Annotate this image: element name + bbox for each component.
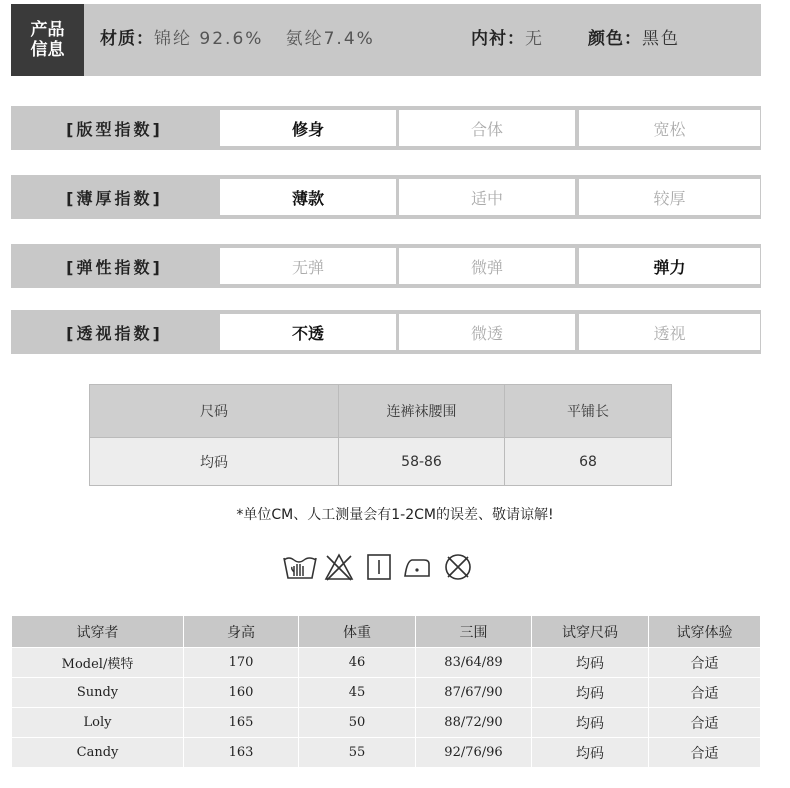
fitting-table — [11, 615, 761, 768]
color-value: 黑色 — [642, 29, 680, 49]
weight-cell: 45 — [299, 678, 416, 708]
elasticity-index-label: [弹性指数] — [66, 257, 163, 277]
measurements-cell: 87/67/90 — [416, 678, 532, 708]
material-label: 材质： — [100, 29, 154, 49]
fitting-header-height: 身高 — [184, 616, 299, 648]
size-cell: 均码 — [532, 708, 649, 738]
experience-cell: 合适 — [649, 738, 761, 768]
no-bleach-icon — [324, 552, 354, 582]
material-value: 锦纶 92.6% 氨纶7.4% — [154, 29, 375, 49]
line-dry-icon — [366, 552, 392, 582]
table-row — [12, 708, 761, 738]
experience-cell: 合适 — [649, 678, 761, 708]
transparency-index-option: 微透 — [399, 314, 575, 350]
thickness-index-label: [薄厚指数] — [66, 188, 163, 208]
fitting-header-experience: 试穿体验 — [649, 616, 761, 648]
table-row — [12, 648, 761, 678]
elasticity-index-option: 微弹 — [399, 248, 575, 284]
size-cell-size: 均码 — [90, 437, 339, 485]
size-header-length: 平铺长 — [505, 385, 671, 437]
tester-cell: Sundy — [12, 678, 184, 708]
transparency-index-option: 透视 — [579, 314, 760, 350]
height-cell: 163 — [184, 738, 299, 768]
transparency-index-label: [透视指数] — [66, 323, 163, 343]
measurement-note: *单位CM、人工测量会有1-2CM的误差、敬请谅解! — [236, 507, 554, 523]
size-cell: 均码 — [532, 738, 649, 768]
hand-wash-icon — [282, 552, 318, 582]
fit-index-option: 合体 — [399, 110, 575, 146]
product-info-badge — [11, 4, 84, 76]
low-iron-icon — [402, 552, 432, 582]
lining-label: 内衬： — [471, 29, 525, 49]
size-cell-length: 68 — [505, 437, 671, 485]
fitting-header-tester: 试穿者 — [12, 616, 184, 648]
fit-index-label: [版型指数] — [66, 119, 163, 139]
thickness-index-option: 薄款 — [220, 179, 396, 215]
tester-cell: Model/模特 — [12, 648, 184, 678]
size-cell: 均码 — [532, 678, 649, 708]
fitting-header-size: 试穿尺码 — [532, 616, 649, 648]
elasticity-index-option: 无弹 — [220, 248, 396, 284]
measurements-cell: 88/72/90 — [416, 708, 532, 738]
size-header-waist: 连裤袜腰围 — [339, 385, 505, 437]
color-label: 颜色： — [588, 29, 642, 49]
fitting-body — [12, 648, 761, 768]
size-table — [89, 384, 672, 486]
product-info-badge-text: 产品信息 — [30, 20, 65, 60]
measurements-cell: 92/76/96 — [416, 738, 532, 768]
experience-cell: 合适 — [649, 708, 761, 738]
lining-info — [471, 28, 544, 50]
table-row — [12, 678, 761, 708]
table-row — [12, 738, 761, 768]
fit-index-option: 宽松 — [579, 110, 760, 146]
lining-value: 无 — [525, 29, 544, 49]
weight-cell: 50 — [299, 708, 416, 738]
transparency-index-option: 不透 — [220, 314, 396, 350]
thickness-index-option: 适中 — [399, 179, 575, 215]
weight-cell: 46 — [299, 648, 416, 678]
fitting-header-row — [12, 616, 761, 648]
experience-cell: 合适 — [649, 648, 761, 678]
height-cell: 165 — [184, 708, 299, 738]
tester-cell: Candy — [12, 738, 184, 768]
height-cell: 170 — [184, 648, 299, 678]
fitting-header-weight: 体重 — [299, 616, 416, 648]
color-info — [588, 28, 680, 50]
size-header-size: 尺码 — [90, 385, 339, 437]
material-info — [100, 28, 375, 50]
elasticity-index-option: 弹力 — [579, 248, 760, 284]
tester-cell: Loly — [12, 708, 184, 738]
size-cell: 均码 — [532, 648, 649, 678]
size-cell-waist: 58-86 — [339, 437, 505, 485]
height-cell: 160 — [184, 678, 299, 708]
weight-cell: 55 — [299, 738, 416, 768]
thickness-index-option: 较厚 — [579, 179, 760, 215]
no-dry-clean-icon — [443, 552, 473, 582]
measurements-cell: 83/64/89 — [416, 648, 532, 678]
fit-index-option: 修身 — [220, 110, 396, 146]
fitting-header-measurements: 三围 — [416, 616, 532, 648]
